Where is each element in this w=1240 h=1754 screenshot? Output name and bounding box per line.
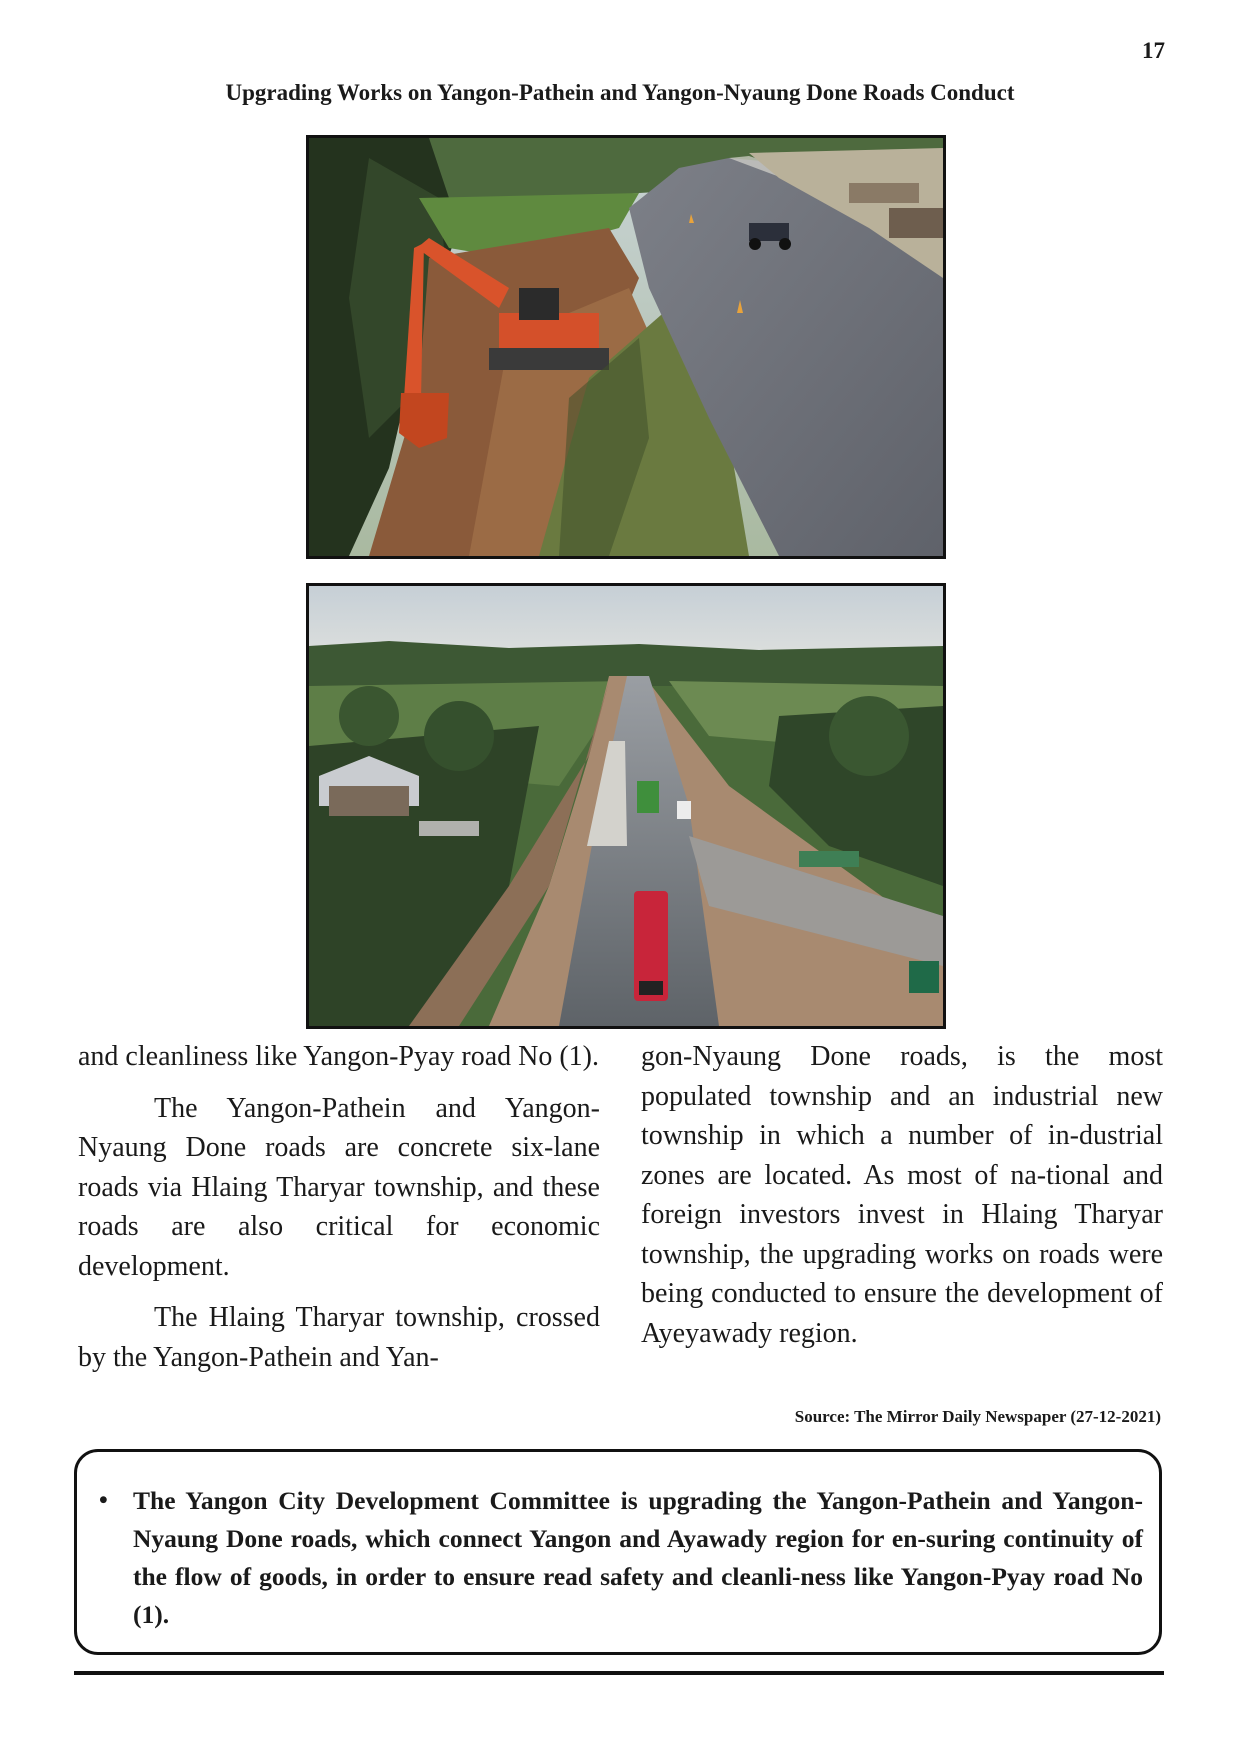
article-headline: Upgrading Works on Yangon-Pathein and Yangon-Nyaung Done Roads Conduct: [225, 80, 1015, 105]
photo-aerial-road-construction: [306, 583, 946, 1029]
summary-text: The Yangon City Development Committee is upgrading the Yangon-Pathein and Yangon-Nyaung Done roads, which connect Yangon and Ayawady region for en-suring continuity of the flow of goods, in order to ensure read safety and cleanli-ness like Yangon-Pyay road No (1).: [133, 1486, 1143, 1629]
article-column-right: [641, 1037, 1163, 1353]
bullet-icon: •: [99, 1487, 108, 1514]
paragraph: and cleanliness like Yangon-Pyay road No (1).: [78, 1041, 600, 1072]
paragraph: gon-Nyaung Done roads, is the most populated township and an industrial new township in which a number of in-dustrial zones are located. As most of na-tional and foreign investors invest in Hlaing Tharyar township, the upgrading works on roads were being conducted to ensure the development of Ayeyawady region.: [641, 1041, 1163, 1349]
paragraph: The Yangon-Pathein and Yangon-Nyaung Done roads are concrete six-lane roads via Hlaing Tharyar township, and these roads are also critical for economic development.: [78, 1092, 600, 1282]
summary-bullet-item: [99, 1482, 1143, 1634]
summary-callout-box: [74, 1449, 1162, 1655]
paragraph: The Hlaing Tharyar township, crossed by the Yangon-Pathein and Yan-: [78, 1302, 600, 1373]
page-number: 17: [1142, 38, 1165, 63]
article-column-left: [78, 1037, 600, 1377]
source-citation: Source: The Mirror Daily Newspaper (27-12-2021): [794, 1407, 1161, 1426]
footer-divider: [74, 1671, 1164, 1675]
photo-excavator-roadside: [306, 135, 946, 559]
